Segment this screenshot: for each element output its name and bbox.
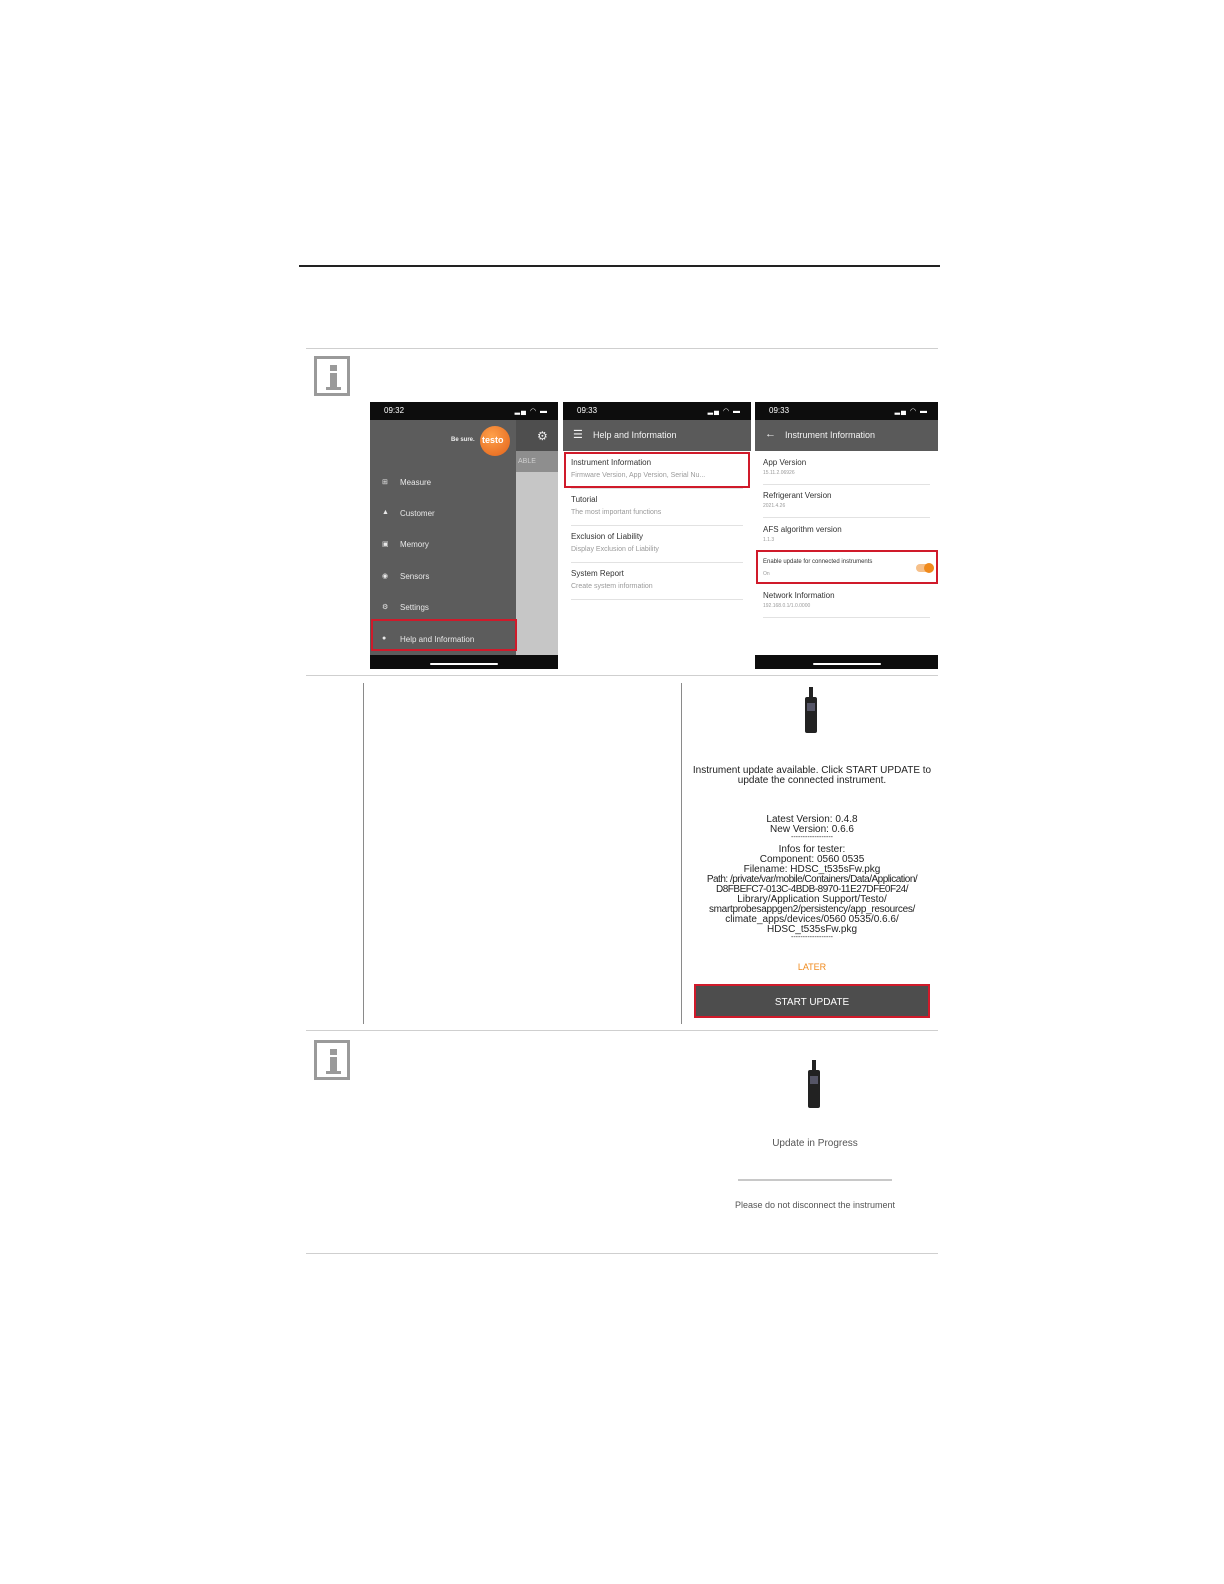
list-item-tutorial[interactable]: Tutorial The most important functions (571, 495, 743, 526)
instrument-device-icon (804, 687, 818, 733)
testo-logo: testo (480, 426, 510, 456)
home-indicator (755, 655, 938, 669)
list-item-afs-algorithm-version: AFS algorithm version 1.1.3 (763, 525, 930, 552)
new-version: New Version: 0.6.6 (770, 824, 854, 835)
header-rule (299, 265, 940, 267)
info-icon (314, 356, 350, 396)
info-icon (314, 1040, 350, 1080)
path-line: climate_apps/devices/0560 0535/0.6.6/ (725, 914, 899, 925)
separator-line: ------------------ (791, 934, 833, 941)
status-time: 09:33 (577, 406, 598, 415)
drawer-item-measure[interactable]: ⊞ Measure (382, 478, 432, 487)
hamburger-menu-icon[interactable]: ☰ (573, 429, 583, 441)
drawer-item-memory[interactable]: ▣ Memory (382, 540, 429, 549)
list-item-network-information[interactable]: Network Information 192.168.0.1/1.0.0000 (763, 591, 930, 618)
gear-icon: ⚙ (382, 604, 389, 611)
status-time: 09:32 (384, 406, 405, 415)
separator-line: ------------------ (791, 834, 833, 841)
status-bar (563, 402, 751, 420)
path-line: Library/Application Support/Testo/ (737, 894, 887, 905)
disconnect-warning: Please do not disconnect the instrument (734, 1200, 896, 1210)
update-message: Instrument update available. Click START UPDATE to update the connected instrument. (692, 765, 932, 786)
path-line: Path: /private/var/mobile/Containers/Data/Application/ (706, 874, 918, 885)
back-arrow-icon[interactable]: ← (765, 428, 776, 440)
list-item-instrument-information[interactable]: Instrument Information Firmware Version, App Version, Serial Nu... (571, 458, 743, 489)
table-column-line-left (363, 683, 364, 1024)
grid-icon: ⊞ (382, 479, 388, 486)
table-column-line-right (681, 683, 682, 1024)
highlight-help-item (371, 619, 517, 651)
status-bar (370, 402, 558, 420)
screen-title: Instrument Information (785, 430, 876, 440)
background-content (516, 420, 558, 655)
signal-icons: ▂▄ ◠ ▬ (514, 408, 548, 415)
instrument-device-icon (807, 1060, 821, 1108)
home-indicator (370, 655, 558, 669)
status-bar (755, 402, 938, 420)
person-icon: ▲ (382, 509, 389, 516)
behind-text: ABLE (518, 458, 536, 465)
progress-bar-track (738, 1179, 892, 1181)
drawer-item-settings[interactable]: ⚙ Settings (382, 603, 429, 612)
help-icon: ● (382, 635, 387, 642)
path-line: smartprobesappgen2/persistency/app_resources/ (708, 904, 916, 915)
path-line: HDSC_t535sFw.pkg (766, 924, 858, 935)
latest-version: Latest Version: 0.4.8 (766, 814, 858, 825)
menu-screenshot (370, 402, 558, 669)
help-screenshot (563, 402, 751, 669)
update-progress-screen (700, 1050, 930, 1230)
signal-icons: ▂▄ ◠ ▬ (894, 408, 928, 415)
sensor-icon: ◉ (382, 573, 389, 580)
start-update-label: START UPDATE (774, 997, 850, 1008)
list-item-enable-update[interactable]: Enable update for connected instruments On (763, 559, 873, 577)
filename-text: Filename: HDSC_t535sFw.pkg (743, 864, 881, 875)
screen-title: Help and Information (593, 430, 677, 440)
section-divider-top (306, 348, 938, 349)
section-divider-bottom (306, 1253, 938, 1254)
list-item-app-version: App Version 15.11.2.06926 (763, 458, 930, 485)
component-text: Component: 0560 0535 (759, 854, 865, 865)
path-line: D8FBEFC7-013C-4BDB-8970-11E27DFE0F24/ (716, 884, 908, 895)
drawer-item-customer[interactable]: ▲ Customer (382, 509, 435, 518)
brand-tagline: Be sure. (451, 437, 475, 443)
highlight-instrument-information (564, 452, 750, 488)
signal-icons: ▂▄ ◠ ▬ (707, 408, 741, 415)
save-icon: ▣ (382, 541, 389, 548)
settings-gear-icon[interactable]: ⚙ (537, 429, 548, 443)
infos-title: Infos for tester: (778, 844, 846, 855)
status-time: 09:33 (769, 406, 790, 415)
section-divider-middle (306, 675, 938, 676)
app-bar (755, 420, 938, 451)
list-item-exclusion-of-liability[interactable]: Exclusion of Liability Display Exclusion of Liability (571, 532, 743, 563)
start-update-button[interactable] (694, 984, 930, 1018)
list-item-system-report[interactable]: System Report Create system information (571, 569, 743, 600)
update-status: Update in Progress (772, 1138, 858, 1149)
section-divider-lower (306, 1030, 938, 1031)
list-item-refrigerant-version: Refrigerant Version 2021.4.26 (763, 491, 930, 518)
app-bar (563, 420, 751, 451)
update-dialog (686, 683, 938, 1024)
drawer-item-sensors[interactable]: ◉ Sensors (382, 572, 430, 581)
drawer-item-help[interactable]: ● Help and Information (382, 635, 475, 644)
later-button[interactable]: LATER (797, 962, 827, 972)
highlight-enable-update (756, 550, 938, 584)
instrument-info-screenshot (755, 402, 938, 669)
